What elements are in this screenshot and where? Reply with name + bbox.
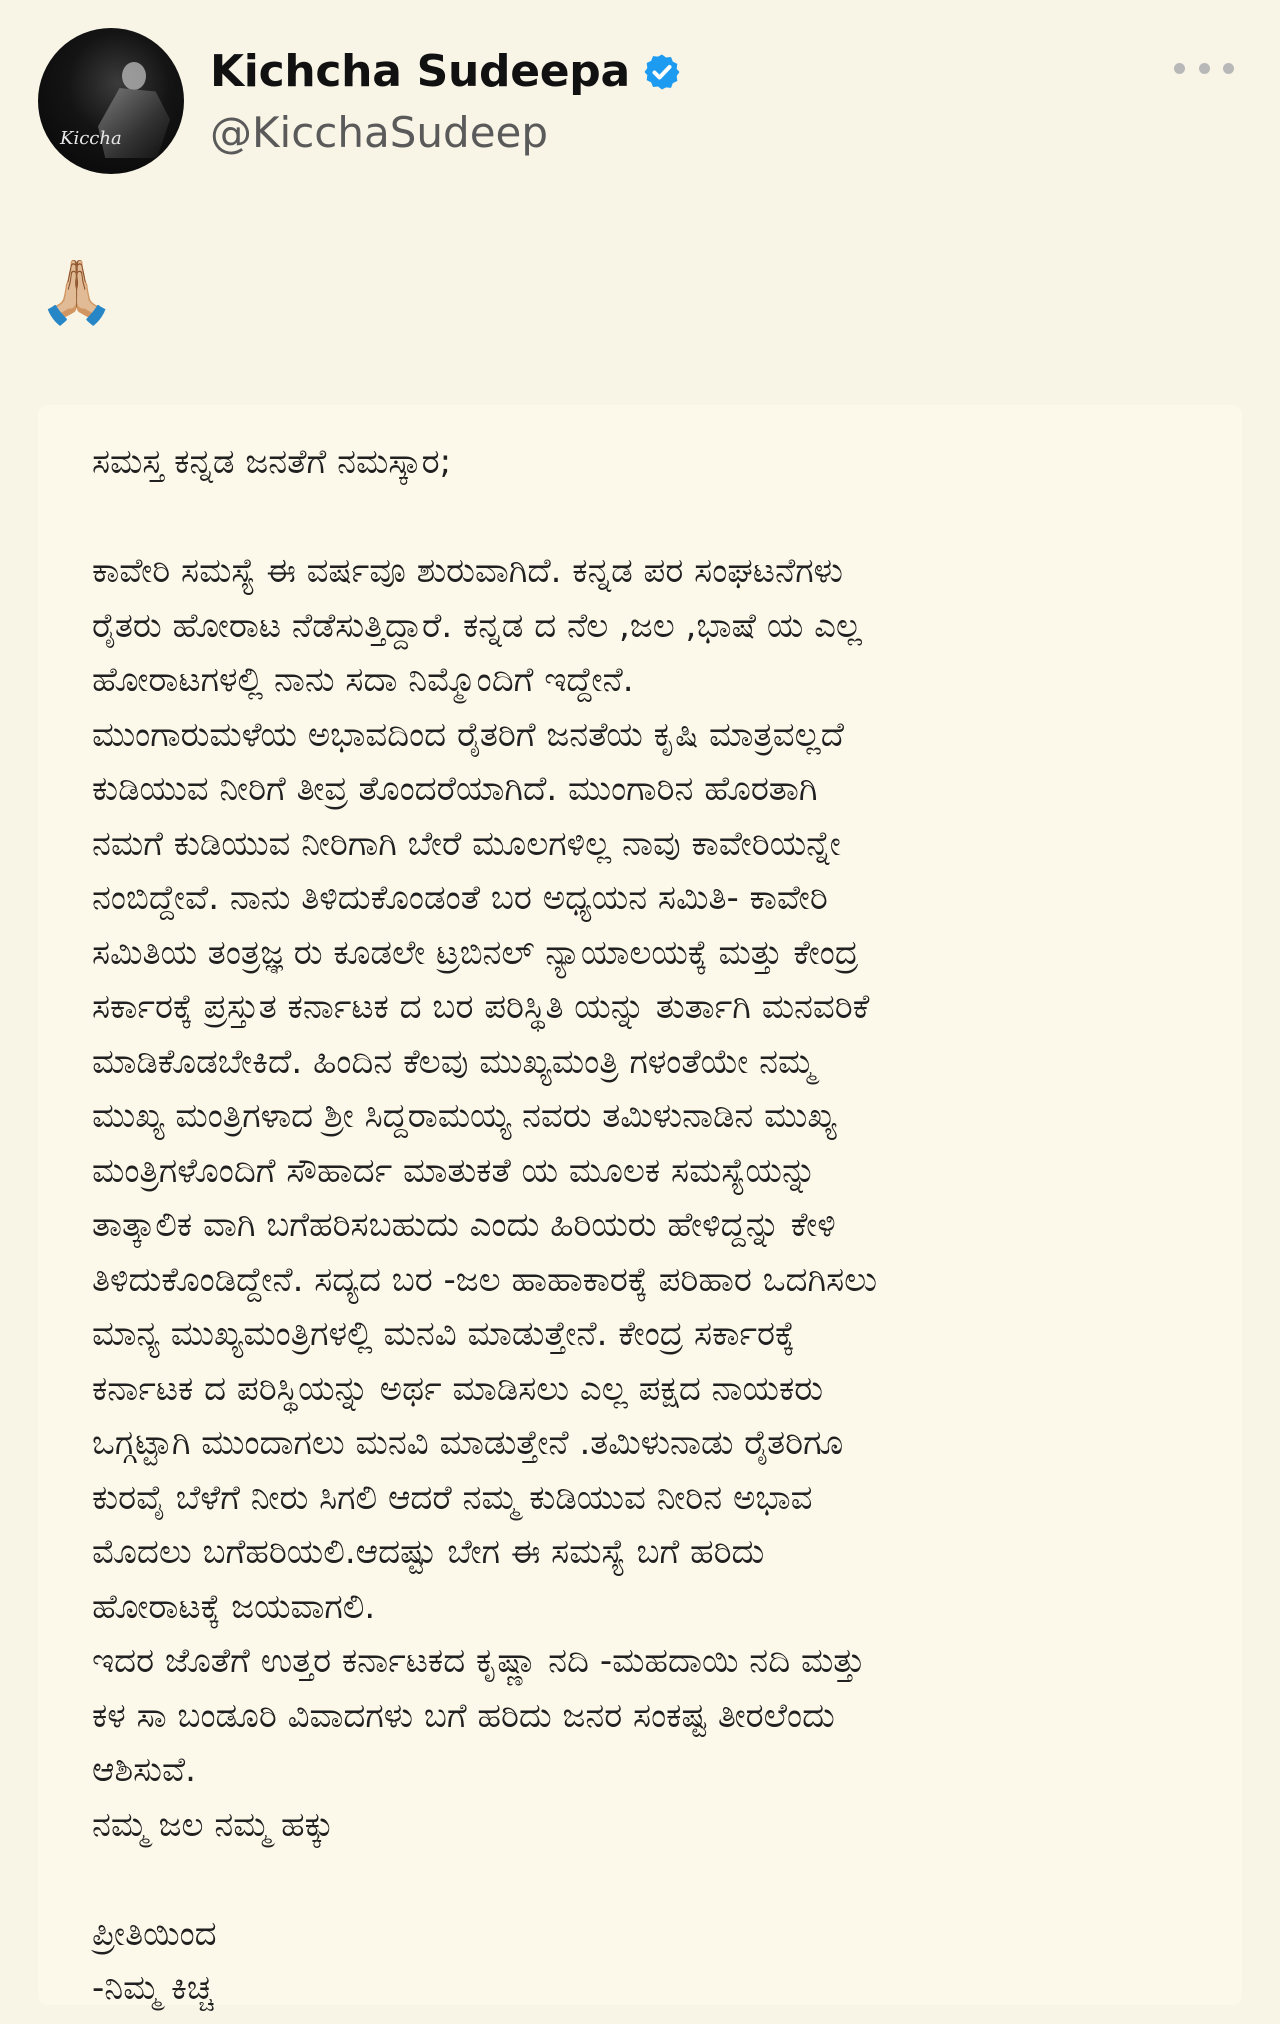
- letter-line: ಕುರವೈ ಬೆಳೆಗೆ ನೀರು ಸಿಗಲಿ ಆದರೆ ನಮ್ಮ ಕುಡಿಯುವ ನೀರಿನ ಅಭಾವ: [92, 1477, 813, 1518]
- letter-line: ಆಶಿಸುವೆ.: [92, 1750, 196, 1790]
- name-row: [210, 46, 682, 97]
- letter-line: ಪ್ರೀತಿಯಿಂದ: [92, 1913, 217, 1954]
- letter-line: ನಮಗೆ ಕುಡಿಯುವ ನೀರಿಗಾಗಿ ಬೇರೆ ಮೂಲಗಳಿಲ್ಲ ನಾವು ಕಾವೇರಿಯನ್ನೇ: [92, 823, 841, 864]
- letter-line: ಮುಂಗಾರುಮಳೆಯ ಅಭಾವದಿಂದ ರೈತರಿಗೆ ಜನತೆಯ ಕೃಷಿ ಮಾತ್ರವಲ್ಲದೆ: [92, 714, 845, 755]
- letter-line: ಮಾನ್ಯ ಮುಖ್ಯಮಂತ್ರಿಗಳಲ್ಲಿ ಮನವಿ ಮಾಡುತ್ತೇನೆ. ಕೇಂದ್ರ ಸರ್ಕಾರಕ್ಕೆ: [92, 1314, 795, 1354]
- more-options-icon[interactable]: [1174, 56, 1234, 80]
- letter-line: ತಿಳಿದುಕೊಂಡಿದ್ದೇನೆ. ಸದ್ಯದ ಬರ -ಜಲ ಹಾಹಾಕಾರಕ್ಕೆ ಪರಿಹಾರ ಒದಗಿಸಲು: [92, 1259, 878, 1300]
- letter-blank-line: [92, 490, 1188, 545]
- more-dot: [1223, 63, 1234, 74]
- display-name[interactable]: Kichcha Sudeepa: [210, 46, 630, 97]
- letter-line: ಇದರ ಜೊತೆಗೆ ಉತ್ತರ ಕರ್ನಾಟಕದ ಕೃಷ್ಣಾ ನದಿ -ಮಹದಾಯಿ ನದಿ ಮತ್ತು: [92, 1641, 866, 1681]
- letter-line: ಒಗ್ಗಟ್ಟಾಗಿ ಮುಂದಾಗಲು ಮನವಿ ಮಾಡುತ್ತೇನೆ .ತಮಿಳುನಾಡು ರೈತರಿಗೂ: [92, 1423, 844, 1463]
- letter-line: ನಂಬಿದ್ದೇವೆ. ನಾನು ತಿಳಿದುಕೊಂಡಂತೆ ಬರ ಅಧ್ಯಯನ ಸಮಿತಿ- ಕಾವೇರಿ: [92, 878, 828, 918]
- letter-line: -ನಿಮ್ಮ ಕಿಚ್ಚ: [92, 1968, 214, 2008]
- letter-line: ಹೋರಾಟಗಳಲ್ಲಿ ನಾನು ಸದಾ ನಿಮ್ಮೊಂದಿಗೆ ಇದ್ದೇನೆ.: [92, 660, 634, 700]
- letter-line: ಹೋರಾಟಕ್ಕೆ ಜಯವಾಗಲಿ.: [92, 1586, 376, 1627]
- letter-line: ಮೊದಲು ಬಗೆಹರಿಯಲಿ.ಆದಷ್ಟು ಬೇಗ ಈ ಸಮಸ್ಯೆ ಬಗೆ ಹರಿದು: [92, 1532, 765, 1572]
- user-handle[interactable]: @KicchaSudeep: [210, 108, 549, 157]
- letter-line: ಕುಡಿಯುವ ನೀರಿಗೆ ತೀವ್ರ ತೊಂದರೆಯಾಗಿದೆ. ಮುಂಗಾರಿನ ಹೊರತಾಗಿ: [92, 769, 818, 809]
- letter-line: ಮುಖ್ಯ ಮಂತ್ರಿಗಳಾದ ಶ್ರೀ ಸಿದ್ದರಾಮಯ್ಯ ನವರು ತಮಿಳುನಾಡಿನ ಮುಖ್ಯ: [92, 1096, 837, 1136]
- avatar-figure-head: [122, 62, 146, 90]
- letter-line: ತಾತ್ಕಾಲಿಕ ವಾಗಿ ಬಗೆಹರಿಸಬಹುದು ಎಂದು ಹಿರಿಯರು ಹೇಳಿದ್ದನ್ನು ಕೇಳಿ: [92, 1205, 836, 1245]
- avatar-signature: Kiccha: [60, 128, 122, 149]
- attached-letter-image[interactable]: [38, 405, 1242, 2008]
- letter-line: ಸಮಸ್ತ ಕನ್ನಡ ಜನತೆಗೆ ನಮಸ್ಕಾರ;: [92, 442, 452, 482]
- letter-line: ನಮ್ಮ ಜಲ ನಮ್ಮ ಹಕ್ಕು: [92, 1804, 334, 1845]
- letter-line: ಕರ್ನಾಟಕ ದ ಪರಿಸ್ಥಿಯನ್ನು ಅರ್ಥ ಮಾಡಿಸಲು ಎಲ್ಲ ಪಕ್ಷದ ನಾಯಕರು: [92, 1368, 824, 1409]
- letter-line: ಕಾವೇರಿ ಸಮಸ್ಯೆ ಈ ವರ್ಷವೂ ಶುರುವಾಗಿದೆ. ಕನ್ನಡ ಪರ ಸಂಘಟನೆಗಳು: [92, 551, 843, 591]
- letter-line: ಮಾಡಿಕೊಡಬೇಕಿದೆ. ಹಿಂದಿನ ಕೆಲವು ಮುಖ್ಯಮಂತ್ರಿ ಗಳಂತೆಯೇ ನಮ್ಮ: [92, 1041, 815, 1082]
- letter-blank-line: [92, 1852, 1188, 1907]
- more-dot: [1174, 63, 1185, 74]
- tweet-text-emoji: 🙏🏼: [38, 255, 116, 328]
- letter-line: ರೈತರು ಹೋರಾಟ ನೆಡೆಸುತ್ತಿದ್ದಾರೆ. ಕನ್ನಡ ದ ನೆಲ ,ಜಲ ,ಭಾಷೆ ಯ ಎಲ್ಲ: [92, 605, 862, 646]
- tweet-header: [38, 26, 1242, 176]
- letter-line: ಸಮಿತಿಯ ತಂತ್ರಜ್ಞ ರು ಕೂಡಲೇ ಟ್ರಬಿನಲ್ ನ್ಯಾಯಾಲಯಕ್ಕೆ ಮತ್ತು ಕೇಂದ್ರ: [92, 932, 859, 973]
- letter-line: ಮಂತ್ರಿಗಳೊಂದಿಗೆ ಸೌಹಾರ್ದ ಮಾತುಕತೆ ಯ ಮೂಲಕ ಸಮಸ್ಯೆಯನ್ನು: [92, 1150, 817, 1191]
- verified-badge-icon: [642, 52, 682, 92]
- more-dot: [1199, 63, 1210, 74]
- letter-line: ಕಳ ಸಾ ಬಂಡೂರಿ ವಿವಾದಗಳು ಬಗೆ ಹರಿದು ಜನರ ಸಂಕಷ್ಟ ತೀರಲೆಂದು: [92, 1695, 835, 1736]
- avatar[interactable]: [38, 28, 184, 174]
- letter-body: [92, 435, 1188, 2016]
- letter-line: ಸರ್ಕಾರಕ್ಕೆ ಪ್ರಸ್ತುತ ಕರ್ನಾಟಕ ದ ಬರ ಪರಿಸ್ಥಿತಿ ಯನ್ನು ತುರ್ತಾಗಿ ಮನವರಿಕೆ: [92, 987, 870, 1027]
